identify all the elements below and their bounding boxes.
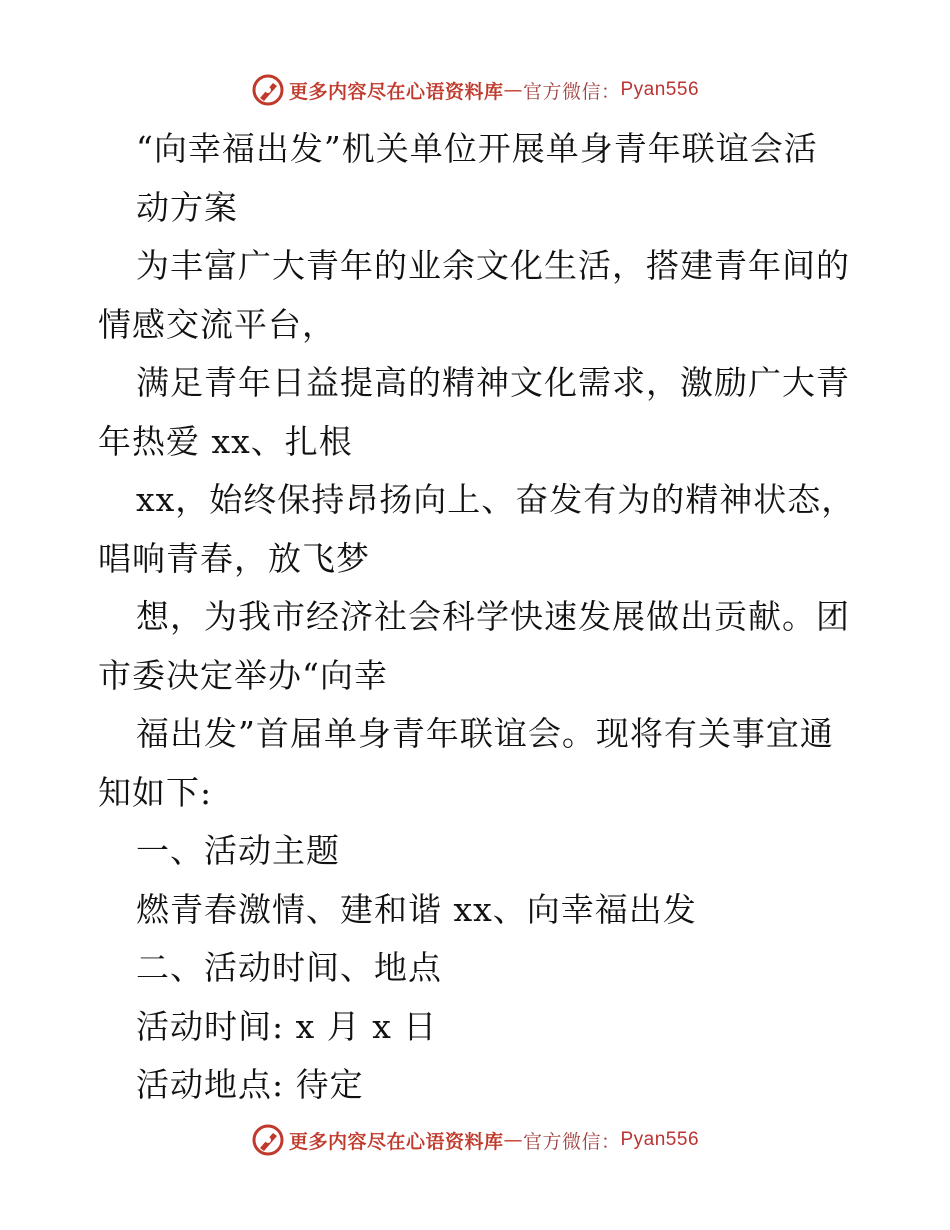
document-body [98, 120, 858, 1115]
pen-logo-icon [251, 73, 285, 107]
doc-paragraph-line: 为丰富广大青年的业余文化生活，搭建青年间的 [136, 246, 850, 285]
section-heading-theme: 一、活动主题 [136, 831, 340, 870]
header-brand-text: 更多内容尽在心语资料库 [288, 80, 504, 103]
header-wechat-label: 官方微信： [522, 80, 621, 103]
footer-wechat-label: 官方微信： [522, 1130, 621, 1153]
header-dash: — [503, 79, 523, 101]
doc-paragraph-line: 唱响青春，放飞梦 [98, 538, 370, 578]
doc-paragraph-line: xx，始终保持昂扬向上、奋发有为的精神状态， [136, 480, 856, 519]
doc-paragraph-line: 知如下: [98, 772, 213, 812]
doc-paragraph-line: 福出发”首届单身青年联谊会。现将有关事宜通 [136, 714, 834, 753]
footer-brand-text: 更多内容尽在心语资料库 [288, 1130, 504, 1153]
footer-wechat-id: Pyan556 [620, 1129, 700, 1150]
doc-title-line-2: 动方案 [136, 187, 238, 227]
header-watermark-banner [0, 70, 950, 110]
doc-paragraph-line: 想，为我市经济社会科学快速发展做出贡献。团 [136, 597, 850, 636]
footer-watermark-banner [0, 1120, 950, 1160]
doc-paragraph-line: 情感交流平台， [98, 304, 336, 344]
pen-logo-icon [251, 1123, 285, 1157]
activity-place: 活动地点: 待定 [136, 1065, 364, 1104]
footer-dash: — [503, 1129, 523, 1151]
theme-text: 燃青春激情、建和谐 xx、向幸福出发 [136, 889, 697, 929]
doc-paragraph-line: 市委决定举办“向幸 [98, 655, 388, 695]
header-wechat-id: Pyan556 [620, 79, 700, 100]
section-heading-time-place: 二、活动时间、地点 [136, 948, 442, 987]
doc-paragraph-line: 满足青年日益提高的精神文化需求，激励广大青 [136, 363, 850, 402]
doc-paragraph-line: 年热爱 xx、扎根 [98, 421, 353, 461]
doc-title-line-1: “向幸福出发”机关单位开展单身青年联谊会活 [136, 129, 818, 168]
activity-time: 活动时间: x 月 x 日 [136, 1006, 438, 1046]
